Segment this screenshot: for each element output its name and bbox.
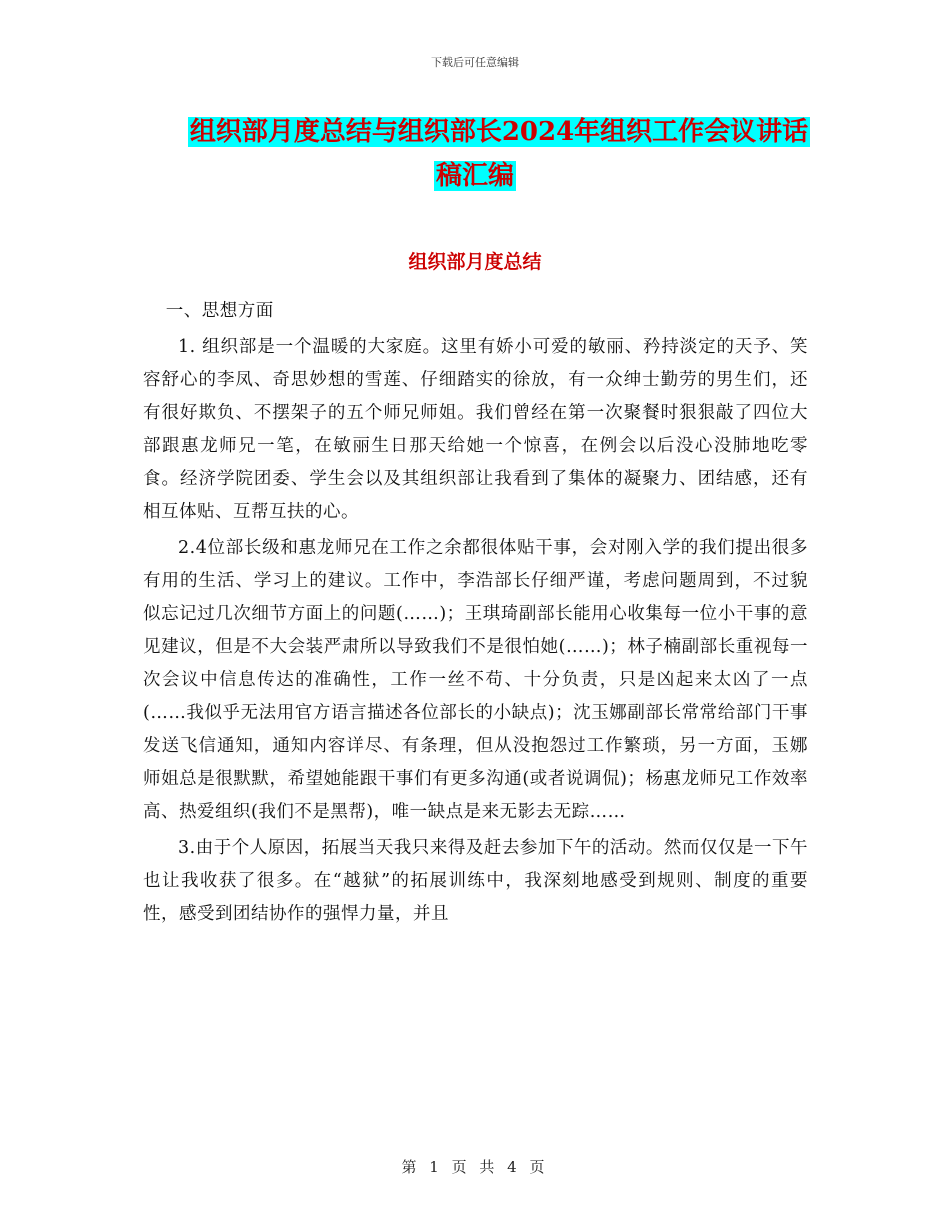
document-title — [0, 110, 950, 198]
section-title: 组织部月度总结 — [408, 251, 542, 273]
paragraph: 2.4位部长级和惠龙师兄在工作之余都很体贴干事，会对刚入学的我们提出很多有用的生活、学习上的建议。工作中，李浩部长仔细严谨，考虑问题周到，不过貌似忘记过几次细节方面上的问题(……)；王琪琦副部长能用心收集每一位小干事的意见建议，但是不大会装严肃所以导致我们不是很怕她(……)；林子楠副部长重视每一次会议中信息传达的准确性，工作一丝不苟、十分负责，只是凶起来太凶了一点(……我似乎无法用官方语言描述各位部长的小缺点)；沈玉娜副部长常常给部门干事发送飞信通知，通知内容详尽、有条理，但从没抱怨过工作繁琐，另一方面，玉娜师姐总是很默默，希望她能跟干事们有更多沟通(或者说调侃)；杨惠龙师兄工作效率高、热爱组织(我们不是黑帮)，唯一缺点是来无影去无踪…… — [143, 538, 808, 822]
document-title-line-2: 稿汇编 — [435, 161, 514, 191]
paragraph-heading: 一、思想方面 — [165, 301, 274, 321]
document-body — [143, 295, 808, 934]
document-title-line-1: 组织部月度总结与组织部长2024年组织工作会议讲话 — [189, 117, 809, 147]
header-note: 下载后可任意编辑 — [431, 56, 519, 69]
page-number-footer: 第 1 页 共 4 页 — [401, 1158, 549, 1176]
paragraph: 3.由于个人原因，拓展当天我只来得及赶去参加下午的活动。然而仅仅是一下午也让我收获了很多。在“越狱”的拓展训练中，我深刻地感受到规则、制度的重要性，感受到团结协作的强悍力量，并且 — [143, 838, 808, 924]
paragraph: 1. 组织部是一个温暖的大家庭。这里有娇小可爱的敏丽、矜持淡定的天予、笑容舒心的李凤、奇思妙想的雪莲、仔细踏实的徐放，有一众绅士勤劳的男生们，还有很好欺负、不摆架子的五个师兄师姐。我们曾经在第一次聚餐时狠狠敲了四位大部跟惠龙师兄一笔，在敏丽生日那天给她一个惊喜，在例会以后没心没肺地吃零食。经济学院团委、学生会以及其组织部让我看到了集体的凝聚力、团结感，还有相互体贴、互帮互扶的心。 — [143, 337, 808, 522]
